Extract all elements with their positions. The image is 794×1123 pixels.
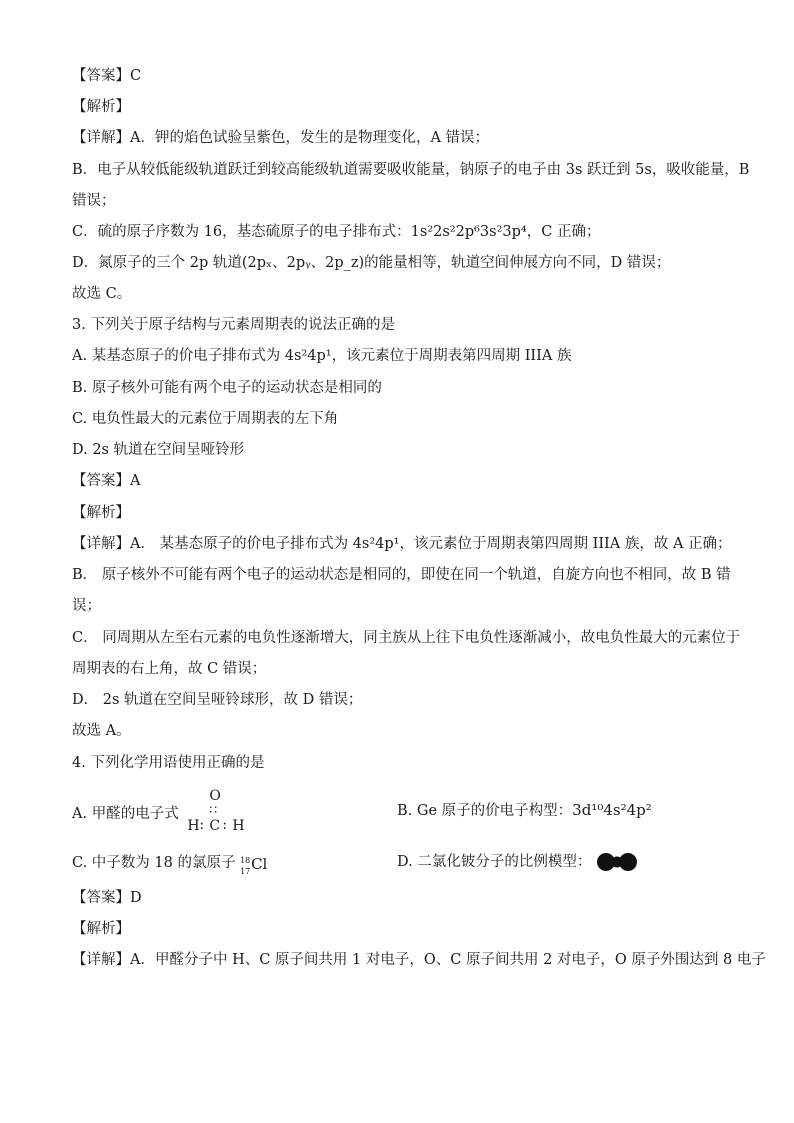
option-a: A. 某基态原子的价电子排布式为 4s²4p¹，该元素位于周期表第四周期 IIIA 族 — [72, 348, 572, 364]
option-label: D. 二氯化铍分子的比例模型： — [397, 854, 592, 870]
chlorine-atom — [619, 853, 637, 871]
option-label: C. 中子数为 18 的氯原子 — [72, 855, 236, 871]
analysis-label: 【解析】 — [72, 505, 130, 521]
electron-pair: : — [222, 817, 228, 833]
mass-number: 18 — [240, 856, 251, 865]
option-d — [397, 852, 638, 872]
chlorine-nuclide — [240, 852, 270, 874]
conclusion: 故选 C。 — [72, 286, 132, 302]
conclusion: 故选 A。 — [72, 723, 131, 739]
option-d: D. 2s 轨道在空间呈哑铃形 — [72, 442, 245, 458]
text: ，C 正确； — [526, 224, 601, 240]
explanation-line: 错误； — [72, 193, 116, 209]
atomic-number: 17 — [240, 867, 251, 876]
option-c: C. 电负性最大的元素位于周期表的左下角 — [72, 411, 339, 427]
hydrogen-atom: H — [232, 818, 245, 834]
answer-label: 【答案】A — [72, 473, 141, 489]
explanation-line: B．电子从较低能级轨道跃迁到较高能级轨道需要吸收能量，钠原子的电子由 3s 跃迁到 5s，吸收能量，B — [72, 162, 750, 178]
electron-config: 3d¹⁰4s²4p² — [572, 801, 652, 819]
electron-pair: : — [199, 817, 205, 833]
explanation-line: 【详解】A．钾的焰色试验呈紫色，发生的是物理变化，A 错误； — [72, 130, 490, 146]
explanation-line-d: D．氮原子的三个 2p 轨道(2pₓ、2pᵧ、2p_z)的能量相等，轨道空间伸展方向不同，D 错误； — [72, 255, 671, 271]
explanation-line: 【详解】A． 某基态原子的价电子排布式为 4s²4p¹，该元素位于周期表第四周期 IIIA 族，故 A 正确； — [72, 536, 732, 552]
explanation-line: 误； — [72, 598, 101, 614]
option-label: B. Ge 原子的价电子构型： — [397, 803, 573, 819]
answer-label: 【答案】C — [72, 68, 142, 84]
question-stem: 4. 下列化学用语使用正确的是 — [72, 755, 265, 771]
carbon-atom: C — [209, 818, 221, 834]
option-label: A. 甲醛的电子式 — [72, 806, 179, 822]
becl2-space-filling-model — [596, 852, 638, 872]
text: C．硫的原子序数为 16，基态硫原子的电子排布式： — [72, 224, 411, 240]
oxygen-atom: O — [209, 788, 221, 804]
option-c — [72, 852, 270, 874]
answer-label: 【答案】D — [72, 890, 142, 906]
analysis-label: 【解析】 — [72, 99, 130, 115]
formaldehyde-lewis-structure — [187, 788, 257, 836]
element-symbol: Cl — [251, 855, 268, 873]
explanation-line-c — [72, 222, 600, 242]
explanation-line: C． 同周期从左至右元素的电负性逐渐增大，同主族从上往下电负性逐渐减小，故电负性最大的元素位于 — [72, 630, 741, 646]
electron-config: 1s²2s²2p⁶3s²3p⁴ — [410, 224, 527, 240]
explanation-line: 【详解】A．甲醛分子中 H、C 原子间共用 1 对电子，O、C 原子间共用 2 对电子，O 原子外围达到 8 电子 — [72, 952, 766, 968]
explanation-line: D． 2s 轨道在空间呈哑铃球形，故 D 错误； — [72, 692, 363, 708]
explanation-line: B． 原子核外不可能有两个电子的运动状态是相同的，即使在同一个轨道，自旋方向也不相同，故 B 错 — [72, 567, 731, 583]
analysis-label: 【解析】 — [72, 921, 130, 937]
option-b — [397, 800, 652, 821]
option-a — [72, 788, 257, 836]
question-stem: 3. 下列关于原子结构与元素周期表的说法正确的是 — [72, 317, 395, 333]
option-b: B. 原子核外可能有两个电子的运动状态是相同的 — [72, 380, 382, 396]
electron-pairs: ∷ — [209, 803, 217, 817]
hydrogen-atom: H — [187, 818, 200, 834]
explanation-line: 周期表的右上角，故 C 错误； — [72, 661, 267, 677]
